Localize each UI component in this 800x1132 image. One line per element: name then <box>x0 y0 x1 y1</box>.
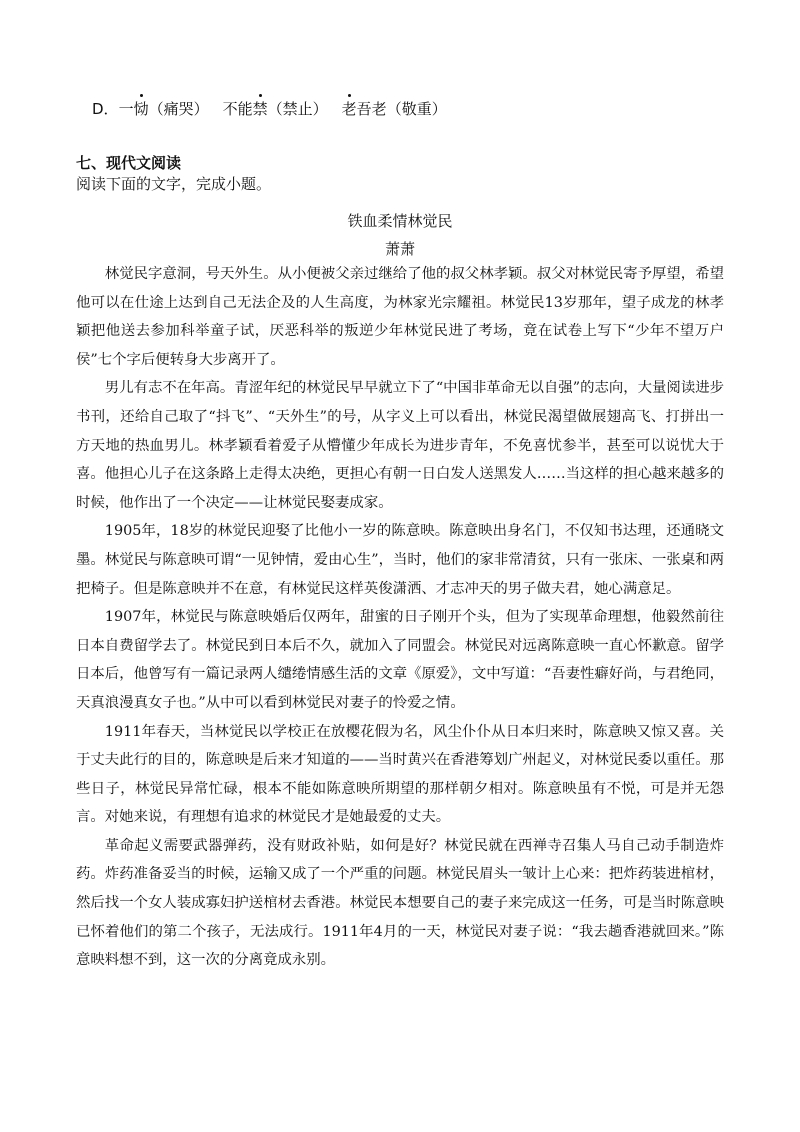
word-2-gloss: （禁止） <box>267 100 328 118</box>
article-author: 萧萧 <box>384 240 415 258</box>
word-3-suffix: 吾老 <box>356 100 387 118</box>
option-letter: D． <box>92 100 119 118</box>
word-1-gloss: （痛哭） <box>148 100 209 118</box>
paragraph: 林觉民字意洞，号天外生。从小便被父亲过继给了他的叔父林孝颖。叔父对林觉民寄予厚望，希望他可以在仕途上达到自己无法企及的人生高度，为林家光宗耀祖。林觉民13岁那年，望子成龙的林孝颖把他送去参加科举童子试，厌恶科举的叛逆少年林觉民进了考场，竟在试卷上写下“少年不望万户侯”七个字后便转身大步离开了。 <box>76 266 724 368</box>
option-d <box>92 98 447 120</box>
dotted-char-3: 老 <box>341 100 357 118</box>
article-title: 铁血柔情林觉民 <box>347 212 453 230</box>
word-1-prefix: 一 <box>118 100 134 118</box>
paragraph: 1907年，林觉民与陈意映婚后仅两年，甜蜜的日子刚开个头，但为了实现革命理想，他毅然前往日本自费留学去了。林觉民到日本后不久，就加入了同盟会。林觉民对远离陈意映一直心怀歉意。留学日本后，他曾写有一篇记录两人缱绻情感生活的文章《原爱》，文中写道：“吾妻性癖好尚，与君绝同，天真浪漫真女子也。”从中可以看到林觉民对妻子的怜爱之情。 <box>76 609 724 711</box>
dotted-char-2: 禁 <box>252 100 268 118</box>
paragraph: 1911年春天，当林觉民以学校正在放樱花假为名，风尘仆仆从日本归来时，陈意映又惊又喜。关于丈夫此行的目的，陈意映是后来才知道的——当时黄兴在香港筹划广州起义，对林觉民委以重任。那些日子，林觉民异常忙碌，根本不能如陈意映所期望的那样朝夕相对。陈意映虽有不悦，可是并无怨言。对她来说，有理想有追求的林觉民才是她最爱的丈夫。 <box>76 723 724 826</box>
dotted-char-1: 恸 <box>133 100 149 118</box>
section-instruction: 阅读下面的文字，完成小题。 <box>76 175 272 193</box>
article-body <box>76 260 724 975</box>
word-3-gloss: （敬重） <box>386 100 447 118</box>
paragraph: 1905年，18岁的林觉民迎娶了比他小一岁的陈意映。陈意映出身名门，不仅知书达理，还通晓文墨。林觉民与陈意映可谓“一见钟情，爱由心生”，当时，他们的家非常清贫，只有一张床、一张桌和两把椅子。但是陈意映并不在意，有林觉民这样英俊潇洒、才志冲天的男子做夫君，她心满意足。 <box>76 523 725 597</box>
word-2-prefix: 不能 <box>222 100 253 118</box>
section-title: 七、现代文阅读 <box>76 154 182 172</box>
paragraph: 革命起义需要武器弹药，没有财政补贴，如何是好？林觉民就在西禅寺召集人马自己动手制造炸药。炸药准备妥当的时候，运输又成了一个严重的问题。林觉民眉头一皱计上心来：把炸药装进棺材，然后找一个女人装成寡妇护送棺材去香港。林觉民本想要自己的妻子来完成这一任务，可是当时陈意映已怀着他们的第二个孩子，无法成行。1911年4月的一天，林觉民对妻子说：“我去趟香港就回来。”陈意映料想不到，这一次的分离竟成永别。 <box>76 837 724 969</box>
paragraph: 男儿有志不在年高。青涩年纪的林觉民早早就立下了“中国非革命无以自强”的志向，大量阅读进步书刊，还给自己取了“抖飞”、“天外生”的号，从字义上可以看出，林觉民渴望做展翅高飞、打拼出一方天地的热血男儿。林孝颖看着爱子从懵懂少年成长为进步青年，不免喜忧参半，甚至可以说忧大于喜。他担心儿子在这条路上走得太决绝，更担心有朝一日白发人送黑发人……当这样的担心越来越多的时候，他作出了一个决定——让林觉民娶妻成家。 <box>76 380 724 511</box>
